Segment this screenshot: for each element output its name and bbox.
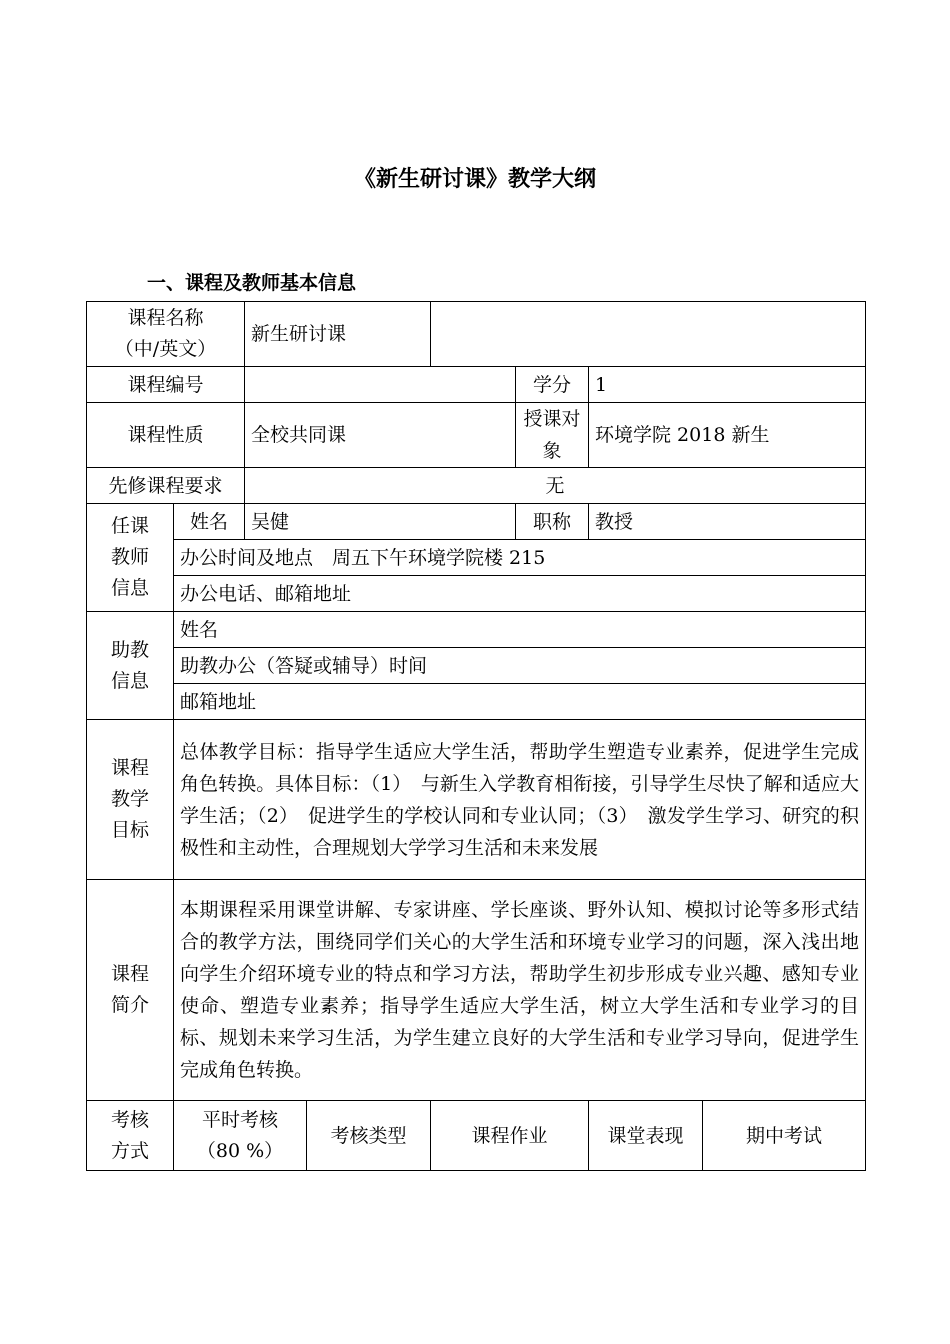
assessment-regular: 平时考核 （80 %） xyxy=(174,1101,307,1171)
teacher-office: 办公时间及地点 周五下午环境学院楼 215 xyxy=(174,540,866,576)
row-teacher-name xyxy=(87,504,866,540)
course-nature-label: 课程性质 xyxy=(87,403,245,468)
audience-label: 授课对象 xyxy=(516,403,589,468)
row-teacher-office xyxy=(87,540,866,576)
teacher-contact: 办公电话、邮箱地址 xyxy=(174,576,866,612)
audience-value: 环境学院 2018 新生 xyxy=(589,403,866,468)
row-assistant-name xyxy=(87,612,866,648)
assistant-email: 邮箱地址 xyxy=(174,684,866,720)
course-nature-value: 全校共同课 xyxy=(245,403,516,468)
objectives-text: 总体教学目标：指导学生适应大学生活，帮助学生塑造专业素养，促进学生完成角色转换。具体目标：（1） 与新生入学教育相衔接，引导学生尽快了解和适应大学生活；（2） 促进学生的学校认同和专业认同；（3） 激发学生学习、研究的积极性和主动性，合理规划大学学习生活和未来发展 xyxy=(174,720,866,880)
course-name-value: 新生研讨课 xyxy=(245,302,431,367)
row-course-name xyxy=(87,302,866,367)
section-heading: 一、课程及教师基本信息 xyxy=(147,272,357,294)
row-course-nature xyxy=(87,403,866,468)
teacher-title-label: 职称 xyxy=(516,504,589,540)
course-name-en-value xyxy=(431,302,866,367)
row-prerequisite xyxy=(87,468,866,504)
teacher-name-value: 吴健 xyxy=(245,504,516,540)
row-intro xyxy=(87,880,866,1101)
course-code-label: 课程编号 xyxy=(87,367,245,403)
teacher-title-value: 教授 xyxy=(589,504,866,540)
intro-label: 课程 简介 xyxy=(87,880,174,1101)
assistant-name: 姓名 xyxy=(174,612,866,648)
course-code-value xyxy=(245,367,516,403)
assessment-midterm: 期中考试 xyxy=(703,1101,866,1171)
assistant-info-label: 助教 信息 xyxy=(87,612,174,720)
course-name-label: 课程名称 （中/英文） xyxy=(87,302,245,367)
objectives-label: 课程 教学 目标 xyxy=(87,720,174,880)
credit-value: 1 xyxy=(589,367,866,403)
intro-text: 本期课程采用课堂讲解、专家讲座、学长座谈、野外认知、模拟讨论等多形式结合的教学方法，围绕同学们关心的大学生活和环境专业学习的问题，深入浅出地向学生介绍环境专业的特点和学习方法，帮助学生初步形成专业兴趣、感知专业使命、塑造专业素养；指导学生适应大学生活，树立大学生活和专业学习的目标、规划未来学习生活，为学生建立良好的大学生活和专业学习导向，促进学生完成角色转换。 xyxy=(174,880,866,1101)
row-assessment xyxy=(87,1101,866,1171)
document-title: 《新生研讨课》教学大纲 xyxy=(353,167,596,192)
teacher-name-label: 姓名 xyxy=(174,504,245,540)
assessment-type: 考核类型 xyxy=(307,1101,431,1171)
assessment-homework: 课程作业 xyxy=(431,1101,589,1171)
row-assistant-email xyxy=(87,684,866,720)
row-assistant-office xyxy=(87,648,866,684)
assistant-office-time: 助教办公（答疑或辅导）时间 xyxy=(174,648,866,684)
course-info-table xyxy=(86,301,866,1171)
row-course-code xyxy=(87,367,866,403)
prerequisite-value: 无 xyxy=(245,468,866,504)
credit-label: 学分 xyxy=(516,367,589,403)
row-objectives xyxy=(87,720,866,880)
prerequisite-label: 先修课程要求 xyxy=(87,468,245,504)
row-teacher-contact xyxy=(87,576,866,612)
assessment-label: 考核 方式 xyxy=(87,1101,174,1171)
teacher-info-label: 任课 教师 信息 xyxy=(87,504,174,612)
assessment-classroom: 课堂表现 xyxy=(589,1101,703,1171)
